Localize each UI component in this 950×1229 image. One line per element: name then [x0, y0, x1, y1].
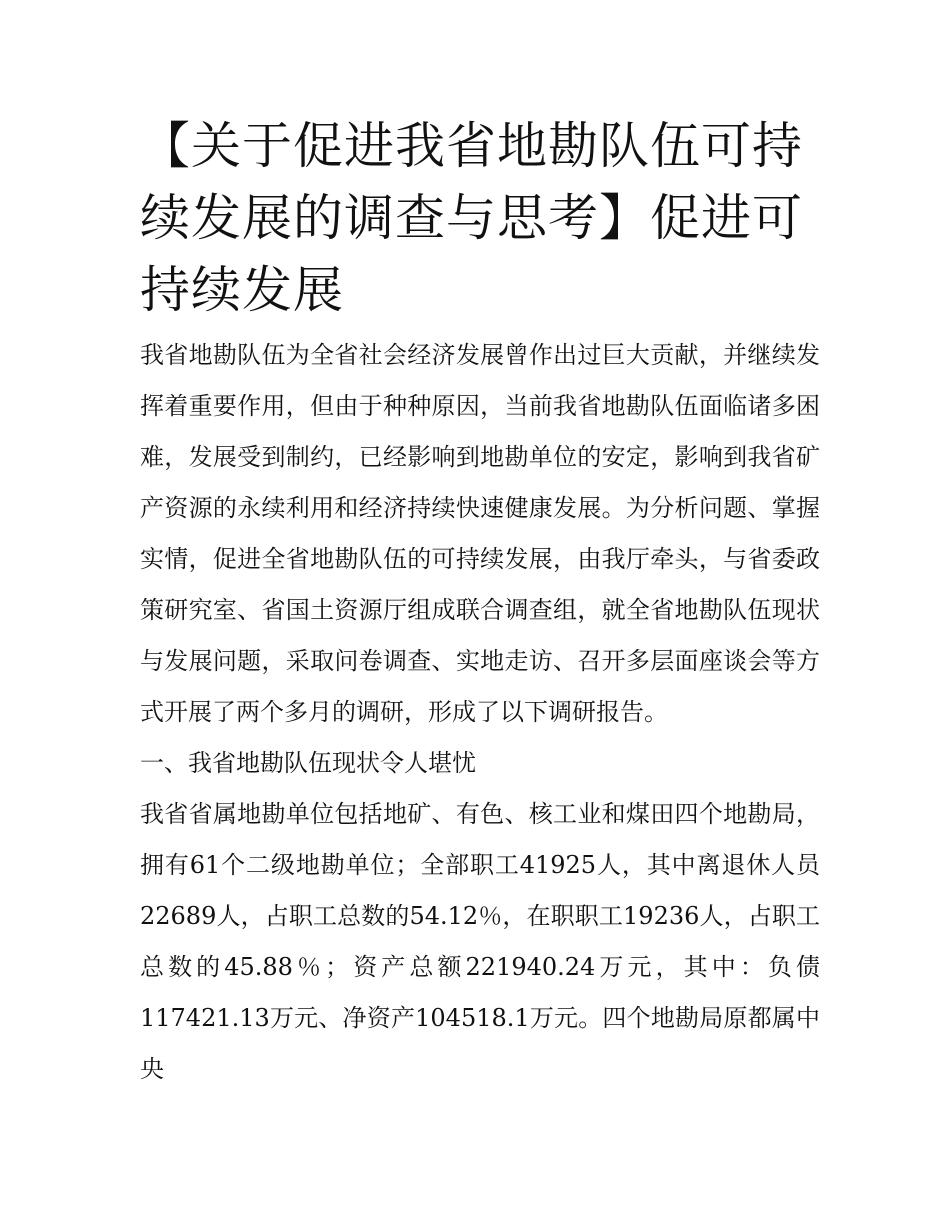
section-paragraph: 我省省属地勘单位包括地矿、有色、核工业和煤田四个地勘局，拥有61个二级地勘单位；全部职工41925人，其中离退休人员22689人，占职工总数的54.12％，在职职工19236人，占职工总数的45.88％；资产总额221940.24万元，其中：负债117421.13万元、净资产104518.1万元。四个地勘局原都属中央: [140, 800, 820, 1083]
section-heading: 一、我省地勘队伍现状令人堪忧: [140, 749, 476, 777]
document-body: [140, 110, 820, 1095]
document-title: 【关于促进我省地勘队伍可持续发展的调查与思考】促进可持续发展: [140, 117, 803, 319]
intro-paragraph: 我省地勘队伍为全省社会经济发展曾作出过巨大贡献，并继续发挥着重要作用，但由于种种原因，当前我省地勘队伍面临诸多困难，发展受到制约，已经影响到地勘单位的安定，影响到我省矿产资源的永续利用和经济持续快速健康发展。为分析问题、掌握实情，促进全省地勘队伍的可持续发展，由我厅牵头，与省委政策研究室、省国土资源厅组成联合调查组，就全省地勘队伍现状与发展问题，采取问卷调查、实地走访、召开多层面座谈会等方式开展了两个多月的调研，形成了以下调研报告。: [140, 341, 820, 726]
